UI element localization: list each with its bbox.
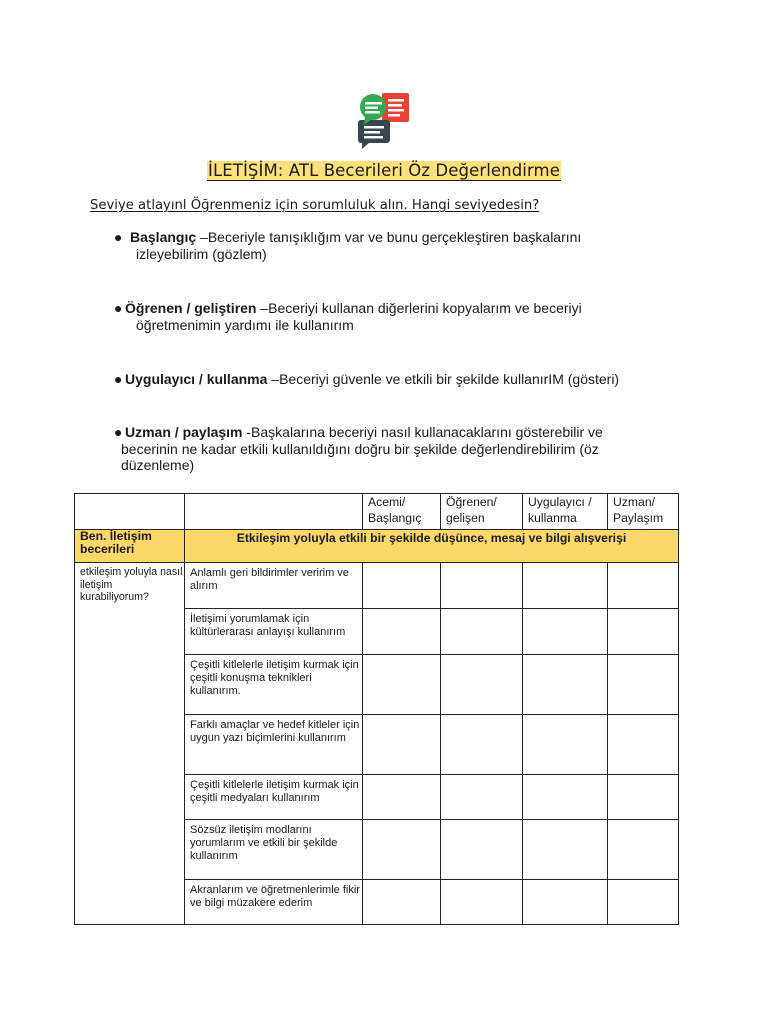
level-name: Uzman / paylaşım	[125, 424, 243, 440]
rating-cell-expert[interactable]	[608, 563, 679, 609]
rating-cell-expert[interactable]	[608, 609, 679, 655]
level-item	[114, 424, 603, 474]
rating-cell-beginner[interactable]	[363, 563, 441, 609]
column-header: Acemi/ Başlangıç	[363, 494, 441, 530]
rating-cell-beginner[interactable]	[363, 775, 441, 820]
rating-cell-learner[interactable]	[441, 820, 523, 880]
level-description: –Beceriyle tanışıklığım var ve bunu gerçekleştiren başkalarını	[196, 229, 582, 245]
rating-cell-beginner[interactable]	[363, 655, 441, 715]
rating-cell-practitioner[interactable]	[523, 820, 608, 880]
level-description-cont: izleyebilirim (gözlem)	[136, 245, 267, 262]
rating-cell-beginner[interactable]	[363, 715, 441, 775]
rating-cell-practitioner[interactable]	[523, 655, 608, 715]
bullet-icon: ●	[114, 300, 123, 316]
page-title-text: İLETİŞİM: ATL Becerileri Öz Değerlendirme	[208, 161, 560, 180]
skill-category-description: Etkileşim yoluyla etkili bir şekilde düşünce, mesaj ve bilgi alışverişi	[185, 530, 679, 563]
skill-statement: Çeşitli kitlelerle iletişim kurmak için çeşitli konuşma teknikleri kullanırım.	[185, 655, 363, 715]
rating-cell-practitioner[interactable]	[523, 563, 608, 609]
skill-statement: Çeşitli kitlelerle iletişim kurmak için çeşitli medyaları kullanırım	[185, 775, 363, 820]
skill-statement: Sözsüz iletişim modlarını yorumlarım ve etkili bir şekilde kullanırım	[185, 820, 363, 880]
level-description: –Beceriyi güvenle ve etkili bir şekilde kullanırIM (gösteri)	[267, 371, 620, 387]
table-header-row	[75, 494, 679, 530]
level-description-cont: öğretmenimin yardımı ile kullanırım	[136, 316, 354, 333]
level-name: Başlangıç	[130, 229, 197, 245]
page-subtitle: Seviye atlayınl Öğrenmeniz için sorumluluk alın. Hangi seviyedesin?	[90, 198, 540, 213]
level-description: -Başkalarına beceriyi nasıl kullanacaklarını gösterebilir ve	[242, 424, 603, 440]
table-row	[75, 563, 679, 609]
header-empty-cell	[185, 494, 363, 530]
rating-cell-expert[interactable]	[608, 775, 679, 820]
level-name: Uygulayıcı / kullanma	[125, 371, 268, 387]
rating-cell-expert[interactable]	[608, 820, 679, 880]
rating-cell-learner[interactable]	[441, 655, 523, 715]
chat-bubbles-icon	[356, 92, 412, 150]
level-item	[114, 300, 582, 333]
rating-cell-expert[interactable]	[608, 880, 679, 925]
column-header: Uzman/ Paylaşım	[608, 494, 679, 530]
bullet-icon: ●	[114, 229, 123, 245]
rating-cell-practitioner[interactable]	[523, 609, 608, 655]
column-header: Öğrenen/ gelişen	[441, 494, 523, 530]
header-empty-cell	[75, 494, 185, 530]
rating-cell-learner[interactable]	[441, 715, 523, 775]
rating-cell-practitioner[interactable]	[523, 775, 608, 820]
skill-category-band	[75, 530, 679, 563]
skill-statement: İletişimi yorumlamak için kültürlerarası anlayışı kullanırım	[185, 609, 363, 655]
page-title	[0, 161, 768, 180]
level-name: Öğrenen / geliştiren	[125, 300, 257, 316]
rating-cell-learner[interactable]	[441, 775, 523, 820]
level-description-cont: düzenleme)	[121, 457, 195, 473]
rating-cell-beginner[interactable]	[363, 880, 441, 925]
column-header: Uygulayıcı / kullanma	[523, 494, 608, 530]
rating-cell-practitioner[interactable]	[523, 715, 608, 775]
level-item	[114, 229, 581, 262]
rating-cell-expert[interactable]	[608, 655, 679, 715]
rating-cell-learner[interactable]	[441, 880, 523, 925]
rating-cell-learner[interactable]	[441, 563, 523, 609]
category-question: etkileşim yoluyla nasıl iletişim kurabiliyorum?	[75, 563, 185, 925]
level-description-cont: becerinin ne kadar etkili kullanıldığını doğru bir şekilde değerlendirebilirim (öz	[121, 440, 599, 457]
rating-cell-beginner[interactable]	[363, 609, 441, 655]
level-item	[114, 371, 619, 388]
skill-statement: Farklı amaçlar ve hedef kitleler için uygun yazı biçimlerini kullanırım	[185, 715, 363, 775]
rating-cell-practitioner[interactable]	[523, 880, 608, 925]
skill-statement: Akranlarım ve öğretmenlerimle fikir ve bilgi müzakere ederim	[185, 880, 363, 925]
skill-category-label: Ben. İletişim becerileri	[75, 530, 185, 563]
rating-cell-expert[interactable]	[608, 715, 679, 775]
bullet-icon: ●	[114, 371, 123, 387]
self-assessment-table	[74, 493, 679, 925]
bullet-icon: ●	[114, 424, 123, 440]
rating-cell-learner[interactable]	[441, 609, 523, 655]
rating-cell-beginner[interactable]	[363, 820, 441, 880]
skill-statement: Anlamlı geri bildirimler veririm ve alırım	[185, 563, 363, 609]
level-description: –Beceriyi kullanan diğerlerini kopyalarım ve beceriyi	[256, 300, 582, 316]
